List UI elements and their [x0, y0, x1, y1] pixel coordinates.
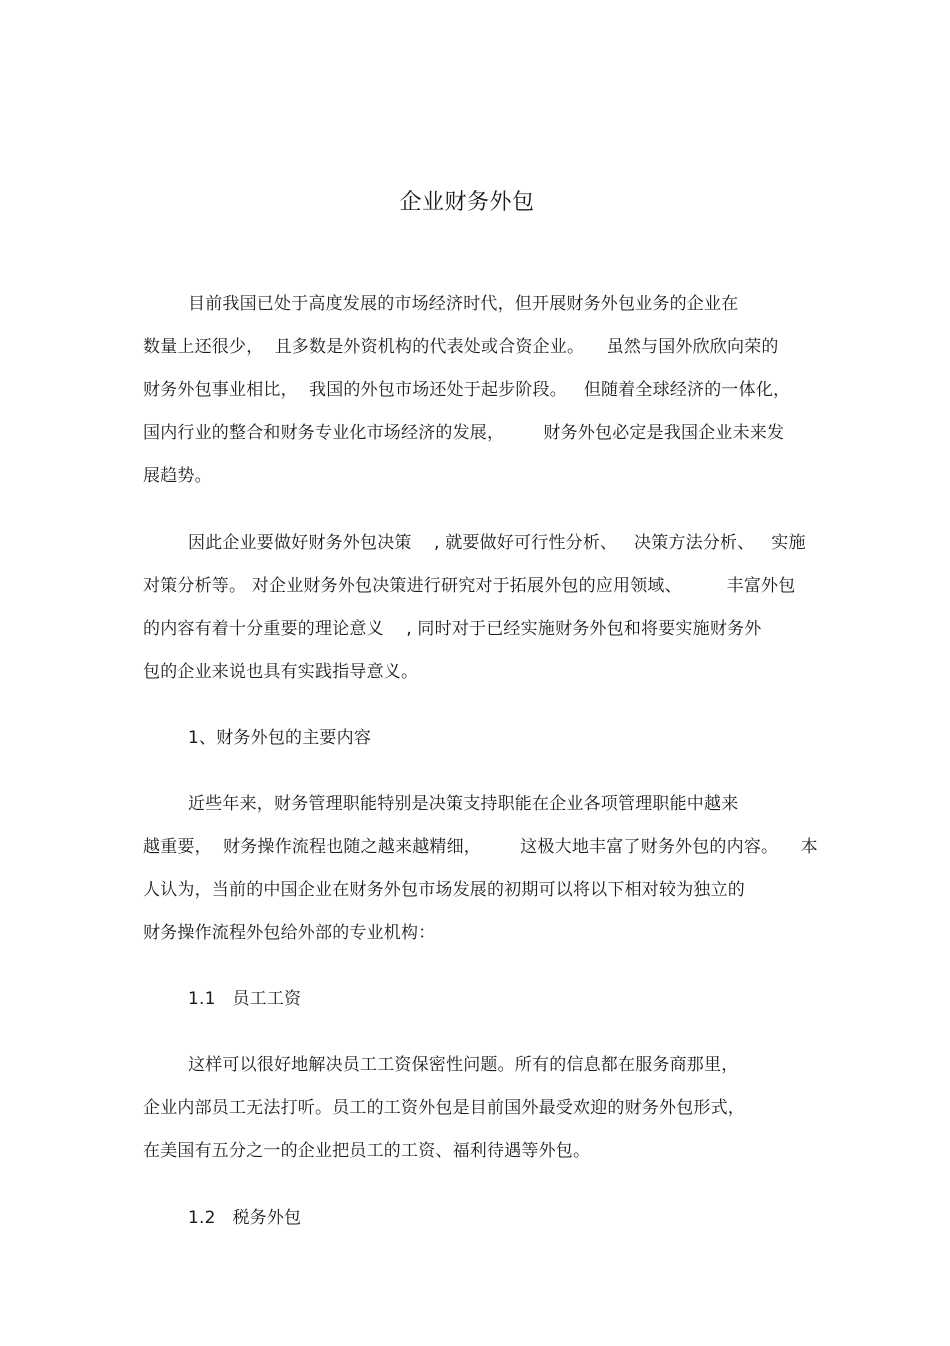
- paragraph-line: 人认为，当前的中国企业在财务外包市场发展的初期可以将以下相对较为独立的: [143, 880, 745, 900]
- paragraph-line: 包的企业来说也具有实践指导意义。: [143, 662, 419, 682]
- paragraph-line: 财务操作流程外包给外部的专业机构：: [143, 923, 436, 943]
- paragraph-line: 的内容有着十分重要的理论意义 , 同时对于已经实施财务外包和将要实施财务外: [143, 619, 762, 639]
- paragraph-line: 这样可以很好地解决员工工资保密性问题。所有的信息都在服务商那里，: [188, 1055, 739, 1075]
- section-heading: 1、财务外包的主要内容: [188, 728, 372, 748]
- paragraph-line: 目前我国已处于高度发展的市场经济时代，但开展财务外包业务的企业在: [188, 294, 739, 314]
- paragraph-line: 在美国有五分之一的企业把员工的工资、福利待遇等外包。: [143, 1141, 591, 1161]
- subsection-heading: 1.2 税务外包: [188, 1208, 302, 1228]
- paragraph-line: 展趋势。: [143, 466, 212, 486]
- paragraph-line: 因此企业要做好财务外包决策 , 就要做好可行性分析、 决策方法分析、 实施: [188, 533, 806, 553]
- paragraph-line: 国内行业的整合和财务专业化市场经济的发展， 财务外包必定是我国企业未来发: [143, 423, 785, 443]
- subsection-heading: 1.1 员工工资: [188, 989, 302, 1009]
- paragraph-line: 近些年来，财务管理职能特别是决策支持职能在企业各项管理职能中越来: [188, 794, 739, 814]
- paragraph-line: 对策分析等。 对企业财务外包决策进行研究对于拓展外包的应用领域、 丰富外包: [143, 576, 796, 596]
- paragraph-line: 财务外包事业相比， 我国的外包市场还处于起步阶段。 但随着全球经济的一体化，: [143, 380, 791, 400]
- paragraph-line: 越重要， 财务操作流程也随之越来越精细， 这极大地丰富了财务外包的内容。 本: [143, 837, 818, 857]
- paragraph-line: 数量上还很少， 且多数是外资机构的代表处或合资企业。 虽然与国外欣欣向荣的: [143, 337, 779, 357]
- document-title: 企业财务外包: [399, 190, 535, 215]
- paragraph-line: 企业内部员工无法打听。员工的工资外包是目前国外最受欢迎的财务外包形式，: [143, 1098, 745, 1118]
